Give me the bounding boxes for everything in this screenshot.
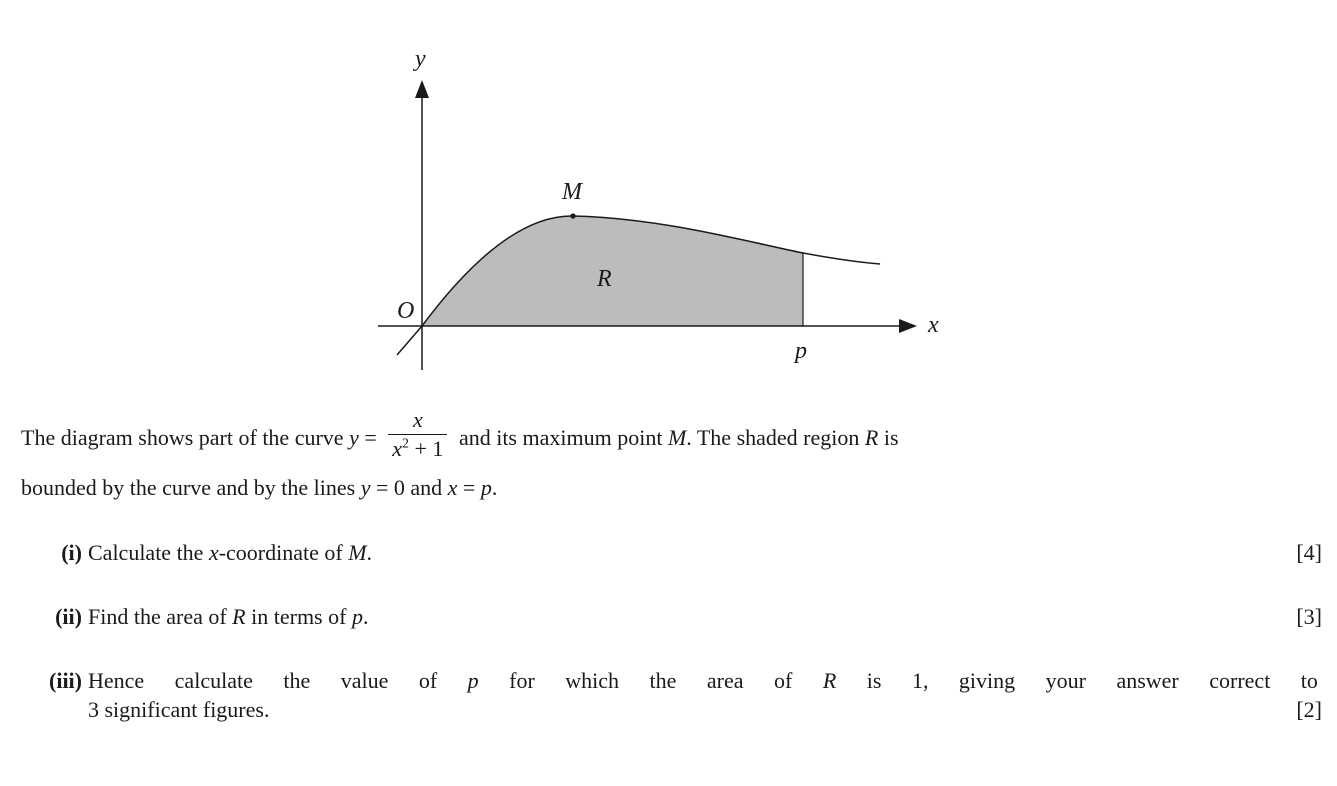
question-iii-text-line-2: 3 significant figures. bbox=[88, 697, 270, 722]
curve-diagram bbox=[0, 0, 1337, 390]
question-iii-marks: [2] bbox=[1296, 697, 1322, 722]
eq-lhs: y bbox=[349, 425, 359, 451]
x-axis-arrowhead bbox=[899, 319, 917, 333]
intro-line2-a: bounded by the curve and by the lines bbox=[21, 475, 361, 500]
region-label: R bbox=[597, 266, 612, 292]
intro-m: M bbox=[667, 425, 687, 451]
y-axis-label: y bbox=[415, 46, 426, 72]
question-i-text bbox=[88, 540, 372, 566]
intro-line2-x: x bbox=[447, 475, 458, 500]
q2-r: R bbox=[232, 604, 246, 629]
q3-word-1: Hence bbox=[88, 668, 145, 693]
intro-text-1: The diagram shows part of the curve bbox=[21, 425, 350, 451]
q3-word-7: which bbox=[565, 668, 620, 693]
intro-line2-c: = bbox=[457, 475, 481, 500]
den-exponent: 2 bbox=[402, 436, 410, 452]
q3-word-4: value bbox=[340, 668, 389, 693]
q3-word-6: for bbox=[509, 668, 535, 693]
question-iii-text-line-1 bbox=[88, 668, 1318, 694]
q3-word-8: the bbox=[649, 668, 677, 693]
intro-text-4: is bbox=[878, 425, 899, 451]
q3-p: p bbox=[467, 668, 479, 693]
q3-word-3: the bbox=[283, 668, 311, 693]
fraction-denominator bbox=[388, 434, 447, 463]
intro-r: R bbox=[864, 425, 879, 451]
intro-line2-d: . bbox=[491, 475, 498, 500]
intro-line-2 bbox=[21, 474, 497, 503]
q3-word-16: correct bbox=[1209, 668, 1271, 693]
q1-x: x bbox=[208, 540, 219, 565]
q3-word-15: answer bbox=[1116, 668, 1179, 693]
q2-b: in terms of bbox=[245, 604, 352, 629]
q3-word-9: area bbox=[706, 668, 744, 693]
q1-c: . bbox=[366, 540, 373, 565]
question-i-label: (i) bbox=[61, 540, 82, 565]
intro-line2-p: p bbox=[480, 475, 492, 500]
intro-text-2: and its maximum point bbox=[453, 425, 668, 451]
fraction-numerator: x bbox=[412, 407, 423, 432]
p-label: p bbox=[795, 338, 807, 364]
question-ii-label: (ii) bbox=[55, 604, 82, 629]
question-i-marks: [4] bbox=[1296, 540, 1322, 565]
q1-m: M bbox=[348, 540, 367, 565]
question-iii-label: (iii) bbox=[49, 668, 82, 693]
intro-line-1 bbox=[21, 407, 899, 468]
eq-sign: = bbox=[358, 425, 383, 451]
q3-r: R bbox=[822, 668, 837, 693]
q2-c: . bbox=[362, 604, 369, 629]
q3-word-5: of bbox=[418, 668, 438, 693]
intro-line2-b: = 0 and bbox=[370, 475, 448, 500]
den-rest: + 1 bbox=[409, 435, 444, 461]
question-ii-text bbox=[88, 604, 368, 630]
q3-word-13: giving bbox=[958, 668, 1016, 693]
fraction bbox=[388, 406, 447, 462]
question-ii-marks: [3] bbox=[1296, 604, 1322, 629]
q3-word-11: is bbox=[866, 668, 882, 693]
shaded-region-r bbox=[422, 216, 803, 326]
q3-word-2: calculate bbox=[174, 668, 253, 693]
q3-word-12: 1, bbox=[911, 668, 929, 693]
intro-text-3: . The shaded region bbox=[686, 425, 865, 451]
q1-b: -coordinate of bbox=[218, 540, 349, 565]
origin-label: O bbox=[397, 298, 415, 324]
y-axis-arrowhead bbox=[415, 80, 429, 98]
max-point-m bbox=[570, 213, 575, 218]
x-axis-label: x bbox=[928, 312, 939, 338]
q3-word-14: your bbox=[1045, 668, 1086, 693]
q1-a: Calculate the bbox=[88, 540, 209, 565]
q2-p: p bbox=[351, 604, 363, 629]
q2-a: Find the area of bbox=[88, 604, 233, 629]
max-point-label: M bbox=[562, 179, 582, 205]
den-base: x bbox=[392, 435, 403, 461]
intro-line2-y: y bbox=[360, 475, 371, 500]
q3-word-10: of bbox=[774, 668, 793, 693]
q3-word-17: to bbox=[1300, 668, 1318, 693]
